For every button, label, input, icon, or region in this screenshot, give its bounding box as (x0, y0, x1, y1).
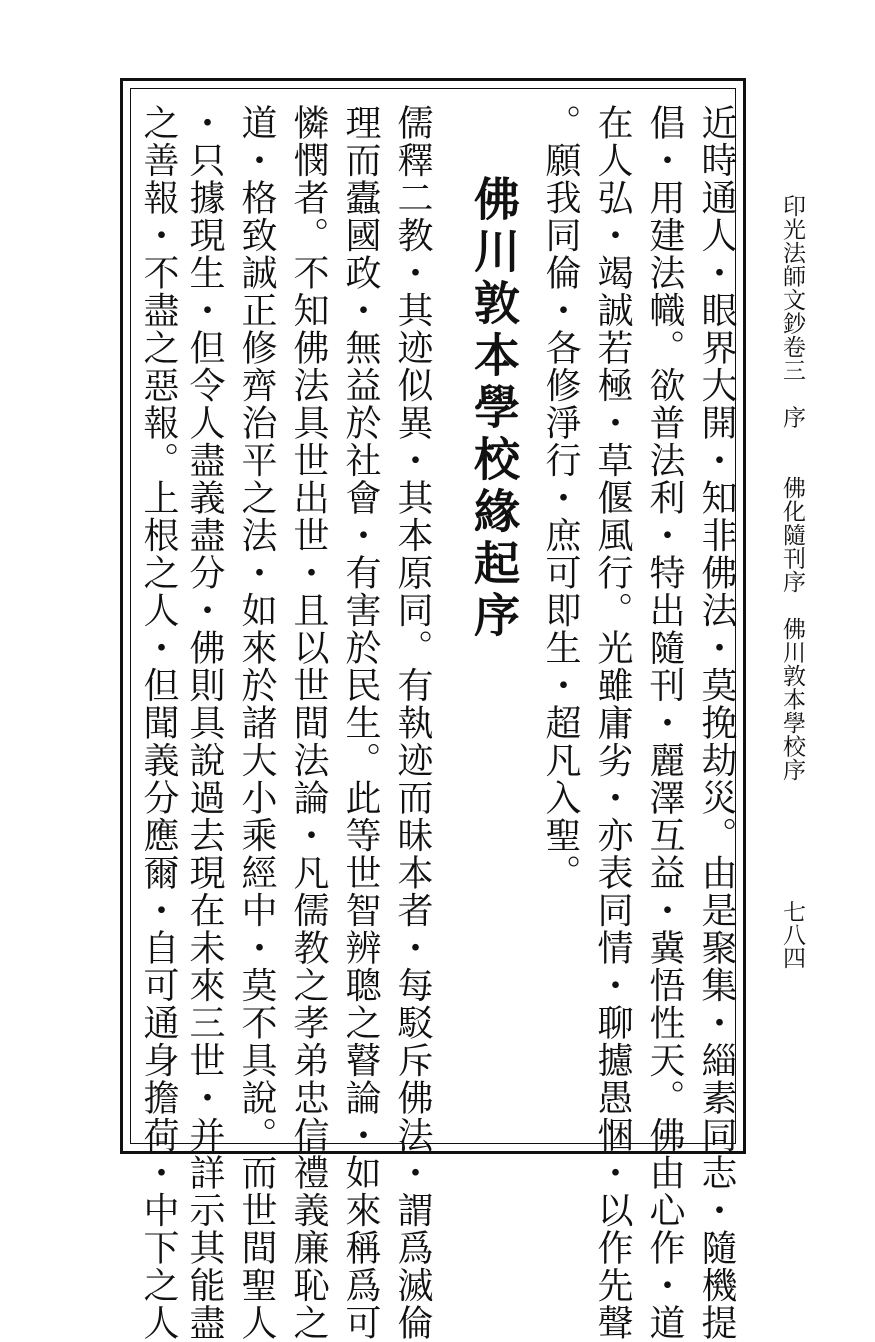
text-column: 倡・用建法幟。欲普法利・特出隨刊・麗澤互益・冀悟性天。佛由心作・道 (644, 104, 685, 1342)
running-header: 印光法師文鈔卷三 序 佛化隨刊序 佛川敦本學校序 (779, 194, 805, 782)
text-column: 道・格致誠正修齊治平之法・如來於諸大小乘經中・莫不具說。而世間聖人 (236, 104, 277, 1342)
text-column: 在人弘・竭誠若極・草偃風行。光雖庸劣・亦表同情・聊攄愚悃・以作先聲 (592, 104, 633, 1342)
page-number: 七八四 (779, 900, 805, 969)
text-column: ・只據現生・但令人盡義盡分・佛則具說過去現在未來三世・并詳示其能盡 (184, 104, 225, 1342)
text-column: 。願我同倫・各修淨行・庶可即生・超凡入聖。 (540, 104, 581, 892)
text-column: 近時通人・眼界大開・知非佛法・莫挽劫災。由是聚集・緇素同志・隨機提 (696, 104, 737, 1342)
section-title: 佛川敦本學校緣起序 (467, 175, 521, 643)
text-column: 之善報・不盡之惡報。上根之人・但聞義分應爾・自可通身擔荷・中下之人 (138, 104, 179, 1342)
text-column: 儒釋二教・其迹似異・其本原同。有執迹而昧本者・每駁斥佛法・謂爲滅倫 (392, 104, 433, 1342)
text-column: 理而蠹國政・無益於社會・有害於民生。此等世智辨聰之瞽論・如來稱爲可 (340, 104, 381, 1342)
text-column: 憐憫者。不知佛法具世出世・且以世間法論・凡儒教之孝弟忠信禮義廉恥之 (288, 104, 329, 1342)
